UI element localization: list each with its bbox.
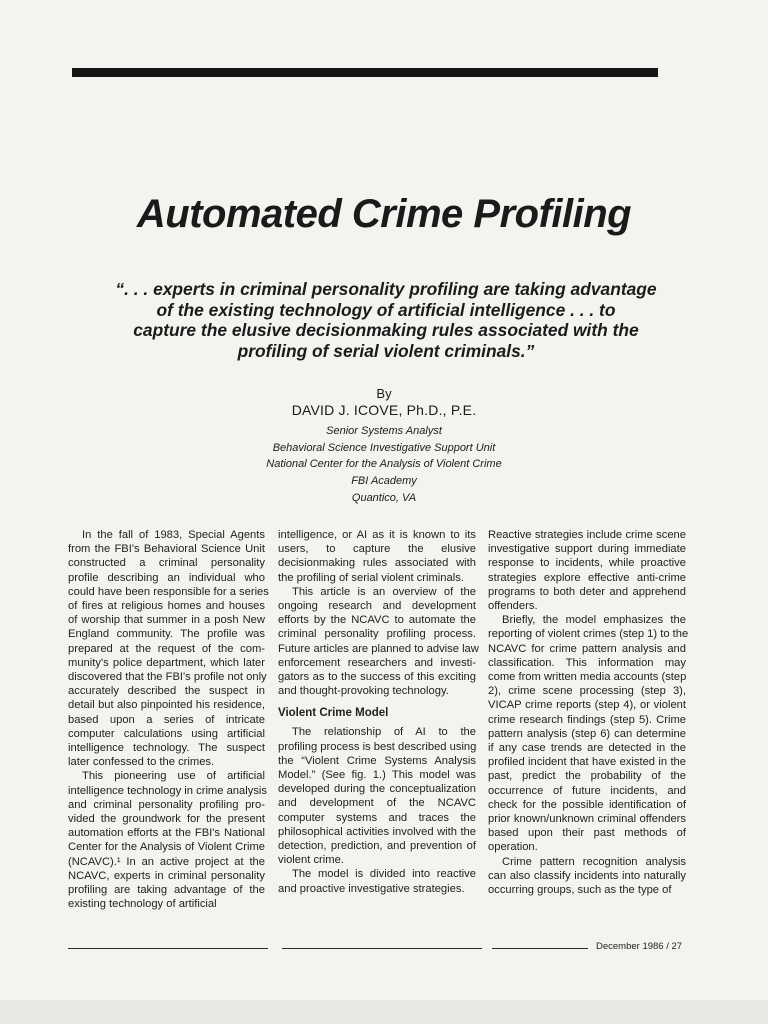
text-line: and criminal personality profiling pro- (68, 798, 265, 811)
text-line: intelligence technology. The suspect (68, 742, 265, 755)
text-line: This pioneering use of artificial (82, 770, 265, 783)
text-line: pattern analysis (step 6) can determine (488, 727, 686, 740)
text-line: VICAP crime reports (step 4), or violent (488, 699, 686, 712)
text-line: This article is an overview of the (292, 585, 476, 598)
affiliation-line: Quantico, VA (351, 491, 417, 504)
text-line: NCAVC, experts in criminal personality (68, 869, 265, 882)
text-line: based upon a series of intricate (68, 713, 265, 726)
text-line: 2), crime scene processing (step 3), (488, 685, 686, 698)
text-line: profile describing an individual who (68, 571, 265, 584)
text-line: (NCAVC).¹ In an active project at the (68, 855, 265, 868)
text-line: could have been responsible for a series (68, 585, 269, 598)
affiliation-line: National Center for the Analysis of Violent Crime (266, 458, 502, 471)
column-2-intro (278, 528, 479, 698)
article-title: Automated Crime Profiling (136, 192, 632, 236)
text-line: munity's police department, which later (68, 656, 265, 669)
text-line: Future articles are planned to advise law (278, 642, 479, 655)
pull-quote-line: “. . . experts in criminal personality profiling are taking advantage (115, 279, 657, 299)
text-line: intelligence, or AI as it is known to its (278, 529, 476, 541)
footer-rule (68, 948, 268, 949)
text-line: and thought-provoking technology. (278, 685, 449, 698)
footer-rule (492, 948, 588, 949)
text-line: past, predict the probability of the (488, 770, 686, 783)
text-line: Model.” (See fig. 1.) This model was (278, 769, 476, 782)
pull-quote (80, 279, 692, 361)
text-line: of worship that summer in a posh New (68, 614, 265, 627)
text-line: violent crime. (278, 854, 344, 867)
text-line: ongoing research and development (278, 600, 476, 613)
text-line: The model is divided into reactive (292, 868, 476, 881)
text-line: decisionmaking rules associated with (278, 557, 476, 570)
column-2-model (278, 725, 476, 895)
footer-date-page: December 1986 / 27 (596, 941, 683, 952)
text-line: operation. (488, 841, 538, 854)
text-line: investigative support during immediate (488, 543, 686, 556)
top-rule (72, 68, 658, 77)
text-line: computer systems and traces the (278, 811, 476, 824)
affiliation-line: Behavioral Science Investigative Support Unit (272, 441, 496, 454)
text-line: efforts by the NCAVC to automate the (278, 614, 476, 627)
body-column-1 (68, 528, 269, 911)
text-line: response to incidents, while proactive (488, 557, 686, 570)
text-line: later confessed to the crimes. (68, 756, 215, 769)
text-line: profiling are taking advantage of the (68, 884, 265, 897)
text-line: users, to capture the elusive (278, 543, 476, 556)
pull-quote-line: capture the elusive decisionmaking rules associated with the (133, 320, 639, 340)
text-line: Briefly, the model emphasizes the (502, 614, 686, 627)
section-heading: Violent Crime Model (278, 707, 389, 720)
text-line: profiling process is best described using (278, 740, 477, 753)
text-line: reporting of violent crimes (step 1) to the (488, 628, 689, 641)
text-line: based upon their past methods of (488, 827, 686, 840)
pull-quote-line: of the existing technology of artificial intelligence . . . to (156, 299, 616, 320)
text-line: from the FBI's Behavioral Science Unit (68, 543, 265, 556)
text-line: existing technology of artificial (68, 898, 217, 911)
page-bottom-edge (0, 1000, 768, 1024)
text-line: can also classify incidents into naturally (488, 869, 686, 882)
text-line: gators as to the success of this exciting (278, 671, 476, 684)
body-column-2 (278, 528, 479, 896)
text-line: prepared at the request of the com- (68, 642, 265, 655)
text-line: accurately described the suspect in (68, 685, 265, 698)
text-line: classification. This information may (488, 656, 686, 669)
text-line: programs to both deter and apprehend (488, 585, 686, 598)
text-line: developed during the conceptualization (278, 783, 476, 796)
text-line: and development of the NCAVC (278, 797, 476, 810)
text-line: criminal personality profiling process. (278, 628, 476, 641)
text-line: crime research findings (step 5). Crime (488, 713, 686, 726)
text-line: computer calculations using artificial (68, 727, 265, 740)
text-line: Reactive strategies include crime scene (488, 529, 686, 541)
text-line: In the fall of 1983, Special Agents (82, 529, 265, 541)
author-affiliation (0, 423, 768, 507)
text-line: the profiling of serial violent criminals. (278, 571, 464, 584)
text-line: the “Violent Crime Systems Analysis (278, 754, 476, 767)
text-line: check for the possible identification of (488, 798, 686, 811)
text-line: offenders. (488, 600, 538, 613)
text-line: detection, prediction, and prevention of (278, 840, 476, 853)
text-line: Center for the Analysis of Violent Crime (68, 841, 265, 854)
text-line: come from written media accounts (step (488, 671, 687, 684)
text-line: enforcement researchers and investi- (278, 656, 476, 669)
text-line: occurrence of future incidents, and (488, 784, 686, 797)
byline: By (376, 386, 392, 401)
text-line: automation efforts at the FBI's National (68, 827, 265, 840)
text-line: philosophical activities involved with the (278, 825, 476, 838)
text-line: vided the groundwork for the present (68, 813, 265, 826)
affiliation-line: FBI Academy (351, 475, 417, 488)
text-line: The relationship of AI to the (292, 726, 476, 739)
text-line: profiled incident that have existed in the (488, 756, 686, 769)
text-line: intelligence technology in crime analysis (68, 784, 267, 797)
text-line: strategies explore effective anti-crime (488, 571, 686, 584)
text-line: occurring groups, such as the type of (488, 884, 672, 897)
text-line: constructed a criminal personality (68, 557, 265, 570)
text-line: England community. The profile was (68, 628, 265, 641)
text-line: detail but also pinpointed his residence, (68, 699, 265, 712)
text-line: Crime pattern recognition analysis (502, 855, 686, 868)
affiliation-line: Senior Systems Analyst (326, 425, 442, 437)
text-line: if any case trends are detected in the (488, 742, 686, 755)
text-line: NCAVC for crime pattern analysis and (488, 642, 686, 655)
author-name: DAVID J. ICOVE, Ph.D., P.E. (291, 402, 477, 418)
footer-rule (282, 948, 482, 949)
text-line: prior known/unknown criminal offenders (488, 813, 686, 826)
body-column-3 (488, 528, 689, 897)
text-line: of fires at religious homes and houses (68, 600, 265, 613)
text-line: discovered that the FBI's profile not only (68, 671, 267, 684)
text-line: and proactive investigative strategies. (278, 882, 465, 895)
pull-quote-line: profiling of serial violent criminals.” (237, 340, 535, 361)
